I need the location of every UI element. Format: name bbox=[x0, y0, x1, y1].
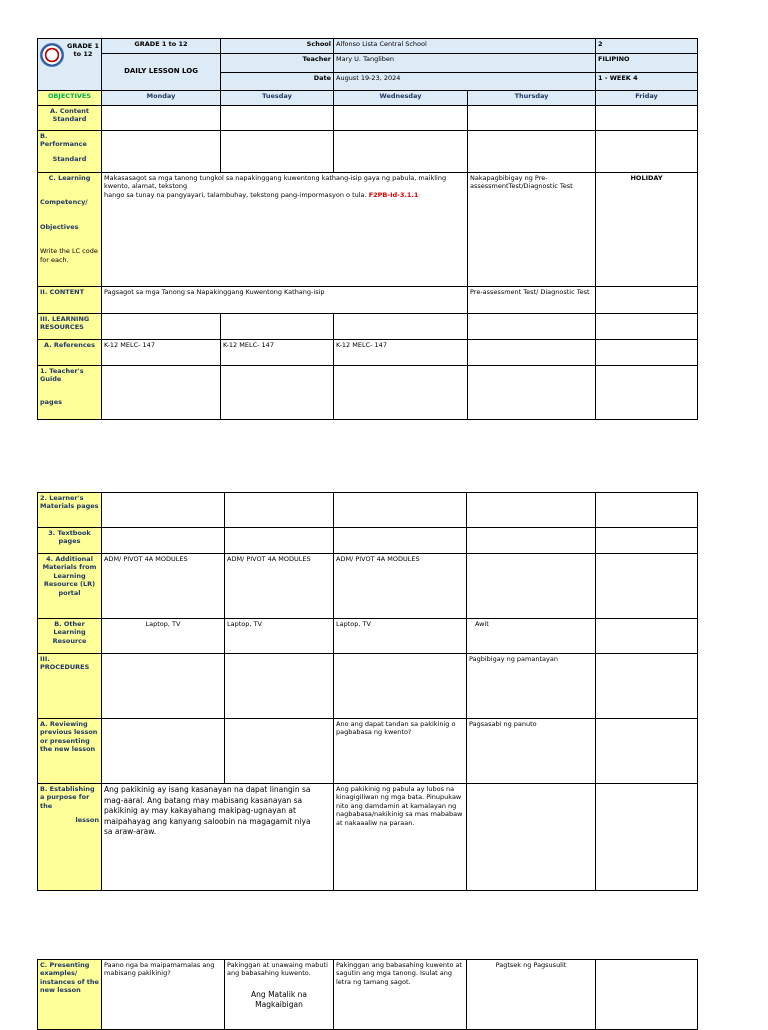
cell bbox=[596, 131, 698, 173]
log-title bbox=[102, 39, 221, 54]
cell bbox=[596, 554, 698, 619]
other-resource-label: B. Other Learning Resource bbox=[38, 619, 102, 654]
cell bbox=[596, 784, 698, 891]
cell bbox=[467, 554, 596, 619]
cell bbox=[596, 493, 698, 528]
presenting-tuesday bbox=[225, 960, 334, 1030]
header-logo-cell bbox=[38, 39, 102, 91]
establishing-wednesday: Ang pakikinig ng pabula ay lubos na kinagigiliwan ng mga bata. Pinupukaw nito ang damdamin at kamalayan ng nagbabasa/nakikinig sa mas mababaw at nakaaaliw na paraan. bbox=[334, 784, 467, 891]
awit-thursday: Awit bbox=[467, 619, 596, 654]
cell bbox=[221, 314, 334, 340]
cell bbox=[468, 131, 596, 173]
presenting-wednesday: Pakinggan ang babasahing kuwento at sagutin ang mga tanong. Isulat ang letra ng tamang sagot. bbox=[334, 960, 467, 1030]
tuesday-header: Tuesday bbox=[221, 91, 334, 106]
cell bbox=[102, 654, 225, 719]
establishing-text1: Ang pakikinig ay isang kasanayan na dapat linangin sa mag-aaral. Ang batang may mabisang kasanayan sa bbox=[104, 785, 311, 805]
thursday-header: Thursday bbox=[468, 91, 596, 106]
cell bbox=[596, 314, 698, 340]
additional-materials-label: 4. Additional Materials from Learning Resource (LR) portal bbox=[38, 554, 102, 619]
establishing-label bbox=[38, 784, 102, 891]
quarter-value: 1 - WEEK 4 bbox=[596, 73, 698, 91]
references-label: A. References bbox=[38, 340, 102, 366]
lc-friday: HOLIDAY bbox=[596, 173, 698, 287]
cell bbox=[334, 528, 467, 554]
cell bbox=[596, 960, 698, 1030]
cell bbox=[225, 493, 334, 528]
reviewing-wednesday: Ano ang dapat tandan sa pakikinig o pagbabasa ng kwento? bbox=[334, 719, 467, 784]
lc-text2: hango sa tunay na pangyayari, talambuhay, tekstong pang-impormasyon o tula. bbox=[104, 190, 367, 199]
cell bbox=[596, 619, 698, 654]
cell bbox=[596, 106, 698, 131]
laptop-monday: Laptop, TV bbox=[102, 619, 225, 654]
laptop-wednesday: Laptop, TV bbox=[334, 619, 467, 654]
laptop-tuesday: Laptop, TV bbox=[225, 619, 334, 654]
cell bbox=[334, 106, 468, 131]
cell bbox=[467, 493, 596, 528]
cell bbox=[334, 314, 468, 340]
cell bbox=[225, 654, 334, 719]
performance-line2: Standard bbox=[52, 154, 87, 163]
cell bbox=[468, 314, 596, 340]
cell bbox=[225, 528, 334, 554]
cell bbox=[467, 528, 596, 554]
monday-header: Monday bbox=[102, 91, 221, 106]
teacher-value: Mary U. Tangliben bbox=[334, 54, 596, 73]
cell bbox=[102, 131, 221, 173]
date-label: Date bbox=[221, 73, 334, 91]
ref-wednesday: K-12 MELC- 147 bbox=[334, 340, 468, 366]
learning-competency-label bbox=[38, 173, 102, 287]
cell bbox=[221, 131, 334, 173]
adm-tuesday: ADM/ PIVOT 4A MODULES bbox=[225, 554, 334, 619]
friday-header: Friday bbox=[596, 91, 698, 106]
ref-tuesday: K-12 MELC- 147 bbox=[221, 340, 334, 366]
cell bbox=[334, 366, 468, 420]
school-value: Alfonso Lista Central School bbox=[334, 39, 596, 54]
presenting-tue-text: Pakinggan at unawaing mabuti ang babasahing kuwento. bbox=[227, 961, 328, 978]
cell bbox=[596, 340, 698, 366]
cell bbox=[596, 528, 698, 554]
lc-thursday: Nakapagbibigay ng Pre-assessmentTest/Diagnostic Test bbox=[468, 173, 596, 287]
lesson-log-table-bottom bbox=[37, 959, 698, 1030]
cell bbox=[468, 340, 596, 366]
subject-value: FILIPINO bbox=[596, 54, 698, 73]
establishing-mon-tue bbox=[102, 784, 334, 891]
procedures-label: III. PROCEDURES bbox=[38, 654, 102, 719]
cell bbox=[102, 493, 225, 528]
cell bbox=[334, 493, 467, 528]
presenting-tue-title2: Magkaibigan bbox=[255, 999, 303, 1009]
presenting-monday: Paano nga ba maipamamalas ang mabisang pakikinig? bbox=[102, 960, 225, 1030]
content-standard-label: A. Content Standard bbox=[38, 106, 102, 131]
grade-level-cell bbox=[596, 39, 698, 54]
lc-line4: Write the LC code for each. bbox=[40, 247, 98, 264]
presenting-tue-title1: Ang Matalik na bbox=[251, 989, 307, 999]
lc-text-2 bbox=[104, 191, 465, 199]
content-text: Pagsagot sa mga Tanong sa Napakinggang Kuwentong Kathang-isip bbox=[102, 287, 468, 314]
establishing-line2: lesson bbox=[75, 816, 99, 825]
adm-wednesday: ADM/ PIVOT 4A MODULES bbox=[334, 554, 467, 619]
cell bbox=[596, 366, 698, 420]
performance-line1: Performance bbox=[40, 140, 87, 149]
lc-line2: Competency/ bbox=[40, 198, 88, 207]
establishing-line1: B. Establishing a purpose for the bbox=[40, 785, 95, 810]
reviewing-thursday: Pagsasabi ng panuto bbox=[467, 719, 596, 784]
performance-standard-label bbox=[38, 131, 102, 173]
presenting-thursday: Pagtsek ng Pagsusulit bbox=[467, 960, 596, 1030]
teachers-guide-line2: pages bbox=[40, 397, 62, 406]
establishing-text2: pakikinig ay may kakayahang makipag-ugnayan at maipahayag ang kanyang saloobin na magagamit niya bbox=[104, 806, 311, 826]
cell bbox=[225, 719, 334, 784]
lesson-log-table-middle bbox=[37, 492, 698, 891]
cell bbox=[334, 654, 467, 719]
cell bbox=[334, 131, 468, 173]
school-label: School bbox=[221, 39, 334, 54]
cell bbox=[102, 719, 225, 784]
adm-monday: ADM/ PIVOT 4A MODULES bbox=[102, 554, 225, 619]
textbook-label: 3. Textbook pages bbox=[38, 528, 102, 554]
deped-seal-icon bbox=[40, 43, 64, 67]
wednesday-header: Wednesday bbox=[334, 91, 468, 106]
grade-level-value: 2 bbox=[598, 40, 603, 48]
cell bbox=[102, 366, 221, 420]
lc-text: Makasasagot sa mga tanong tungkol sa napakinggang kuwentong kathang-isip gaya ng pabula, maikling kwento, alamat, tekstong bbox=[104, 174, 447, 191]
objectives-header: OBJECTIVES bbox=[38, 91, 102, 106]
cell bbox=[596, 287, 698, 314]
ref-monday: K-12 MELC- 147 bbox=[102, 340, 221, 366]
cell bbox=[102, 106, 221, 131]
presenting-label: C. Presenting examples/ instances of the new lesson bbox=[38, 960, 102, 1030]
cell bbox=[221, 366, 334, 420]
lc-code: F2PB-Id-3.1.1 bbox=[368, 190, 419, 199]
establishing-text3: sa araw-araw. bbox=[104, 827, 157, 836]
cell bbox=[102, 528, 225, 554]
cell bbox=[596, 654, 698, 719]
learners-materials-label: 2. Learner's Materials pages bbox=[38, 493, 102, 528]
grade-range: GRADE 1 to 12 bbox=[67, 42, 99, 59]
cell bbox=[468, 366, 596, 420]
proc-thursday: Pagbibigay ng pamantayan bbox=[467, 654, 596, 719]
lc-line1: C. Learning bbox=[48, 174, 91, 182]
cell bbox=[468, 106, 596, 131]
teachers-guide-line1: 1. Teacher's Guide bbox=[40, 367, 84, 384]
content-thursday: Pre-assessment Test/ Diagnostic Test bbox=[468, 287, 596, 314]
lesson-log-table-top bbox=[37, 38, 698, 420]
cell bbox=[221, 106, 334, 131]
grade-range-label: GRADE 1 to 12 bbox=[134, 40, 188, 48]
cell bbox=[102, 314, 221, 340]
daily-lesson-log-title: DAILY LESSON LOG bbox=[102, 54, 221, 91]
teachers-guide-label bbox=[38, 366, 102, 420]
teacher-label: Teacher bbox=[221, 54, 334, 73]
cell bbox=[467, 784, 596, 891]
reviewing-label: A. Reviewing previous lesson or presenting the new lesson bbox=[38, 719, 102, 784]
lc-line3: Objectives bbox=[40, 222, 79, 231]
learning-resources-label: III. LEARNING RESOURCES bbox=[38, 314, 102, 340]
performance-b: B. bbox=[40, 132, 48, 140]
learning-competency-text bbox=[102, 173, 468, 287]
cell bbox=[596, 719, 698, 784]
content-label: II. CONTENT bbox=[38, 287, 102, 314]
date-value: August 19-23, 2024 bbox=[334, 73, 596, 91]
